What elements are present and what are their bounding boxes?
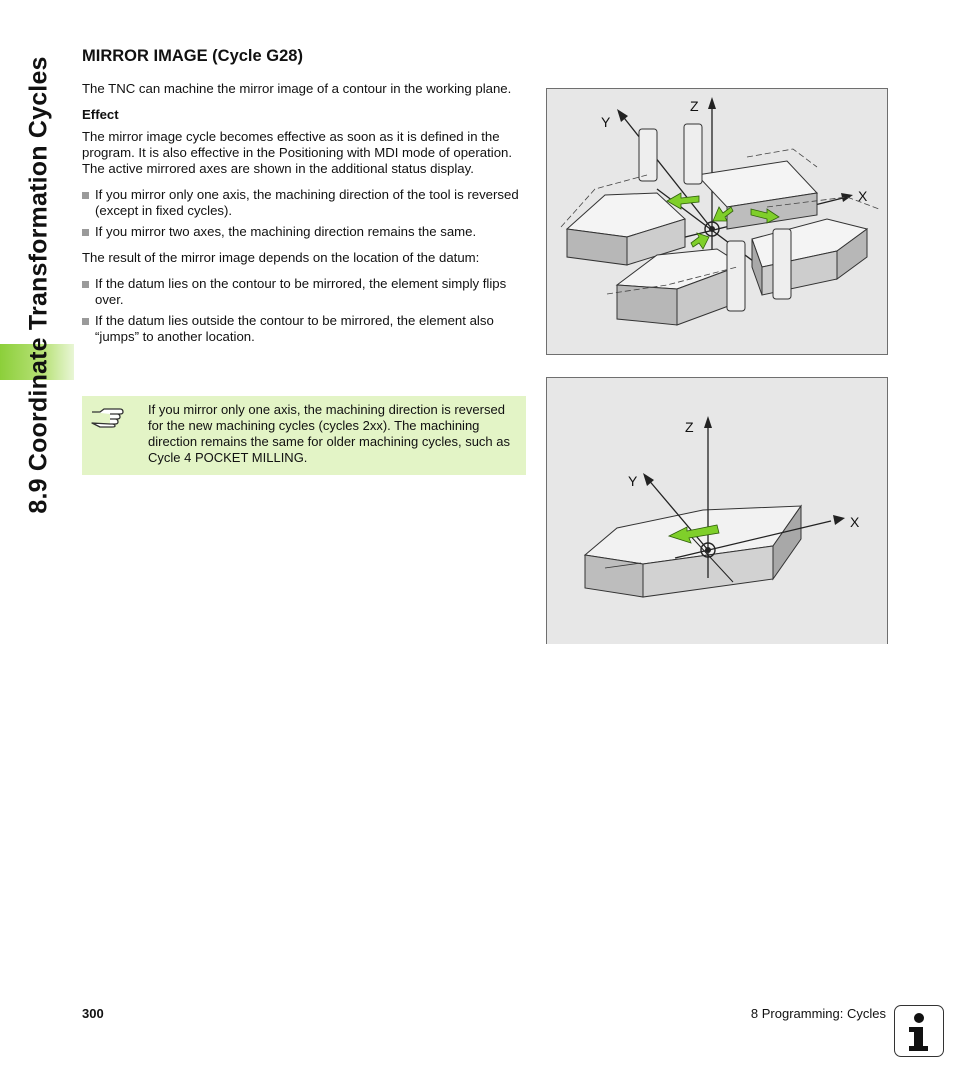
footer-chapter-title: 8 Programming: Cycles bbox=[750, 1006, 886, 1021]
figure-2-z-label: Z bbox=[685, 419, 694, 435]
figure-1-x-label: X bbox=[858, 188, 868, 204]
note-text: If you mirror only one axis, the machining direction is reversed for the new machining cycles (cycles 2xx). The machining direction remains the same for older machining cycles, such as Cycle 4 POCKET MILLING. bbox=[148, 402, 510, 465]
side-chapter-heading-text: 8.9 Coordinate Transformation Cycles bbox=[24, 56, 53, 514]
pointing-hand-icon bbox=[90, 406, 128, 428]
info-button[interactable] bbox=[894, 1005, 944, 1057]
list-item: If the datum lies on the contour to be mirrored, the element simply flips over. bbox=[82, 276, 528, 308]
list-item: If the datum lies outside the contour to be mirrored, the element also “jumps” to another location. bbox=[82, 313, 528, 345]
effect-paragraph: The mirror image cycle becomes effective as soon as it is defined in the program. It is also effective in the Positioning with MDI mode of operation. The active mirrored axes are shown in the additional status display. bbox=[82, 129, 513, 176]
side-chapter-heading bbox=[4, 56, 74, 514]
figure-2-drawing bbox=[547, 378, 887, 644]
main-content bbox=[82, 48, 528, 355]
figure-1-drawing bbox=[547, 89, 887, 354]
effect-heading: Effect bbox=[82, 107, 119, 122]
figure-1-z-label: Z bbox=[690, 98, 699, 114]
figure-2-y-label: Y bbox=[628, 473, 638, 489]
note-box bbox=[82, 396, 526, 475]
page-number: 300 bbox=[82, 1006, 104, 1021]
bullet-list-datum bbox=[82, 276, 528, 345]
result-paragraph: The result of the mirror image depends on the location of the datum: bbox=[82, 250, 480, 265]
intro-paragraph: The TNC can machine the mirror image of a contour in the working plane. bbox=[82, 81, 512, 96]
section-title: MIRROR IMAGE (Cycle G28) bbox=[82, 47, 303, 65]
figure-2-x-label: X bbox=[850, 514, 860, 530]
figure-mirror-two-axes bbox=[546, 88, 888, 355]
info-icon bbox=[895, 1006, 943, 1056]
figure-mirror-datum bbox=[546, 377, 888, 644]
list-item: If you mirror only one axis, the machining direction of the tool is reversed (except in fixed cycles). bbox=[82, 187, 528, 219]
figure-1-y-label: Y bbox=[601, 114, 611, 130]
list-item: If you mirror two axes, the machining direction remains the same. bbox=[82, 224, 528, 240]
bullet-list-axes bbox=[82, 187, 528, 240]
